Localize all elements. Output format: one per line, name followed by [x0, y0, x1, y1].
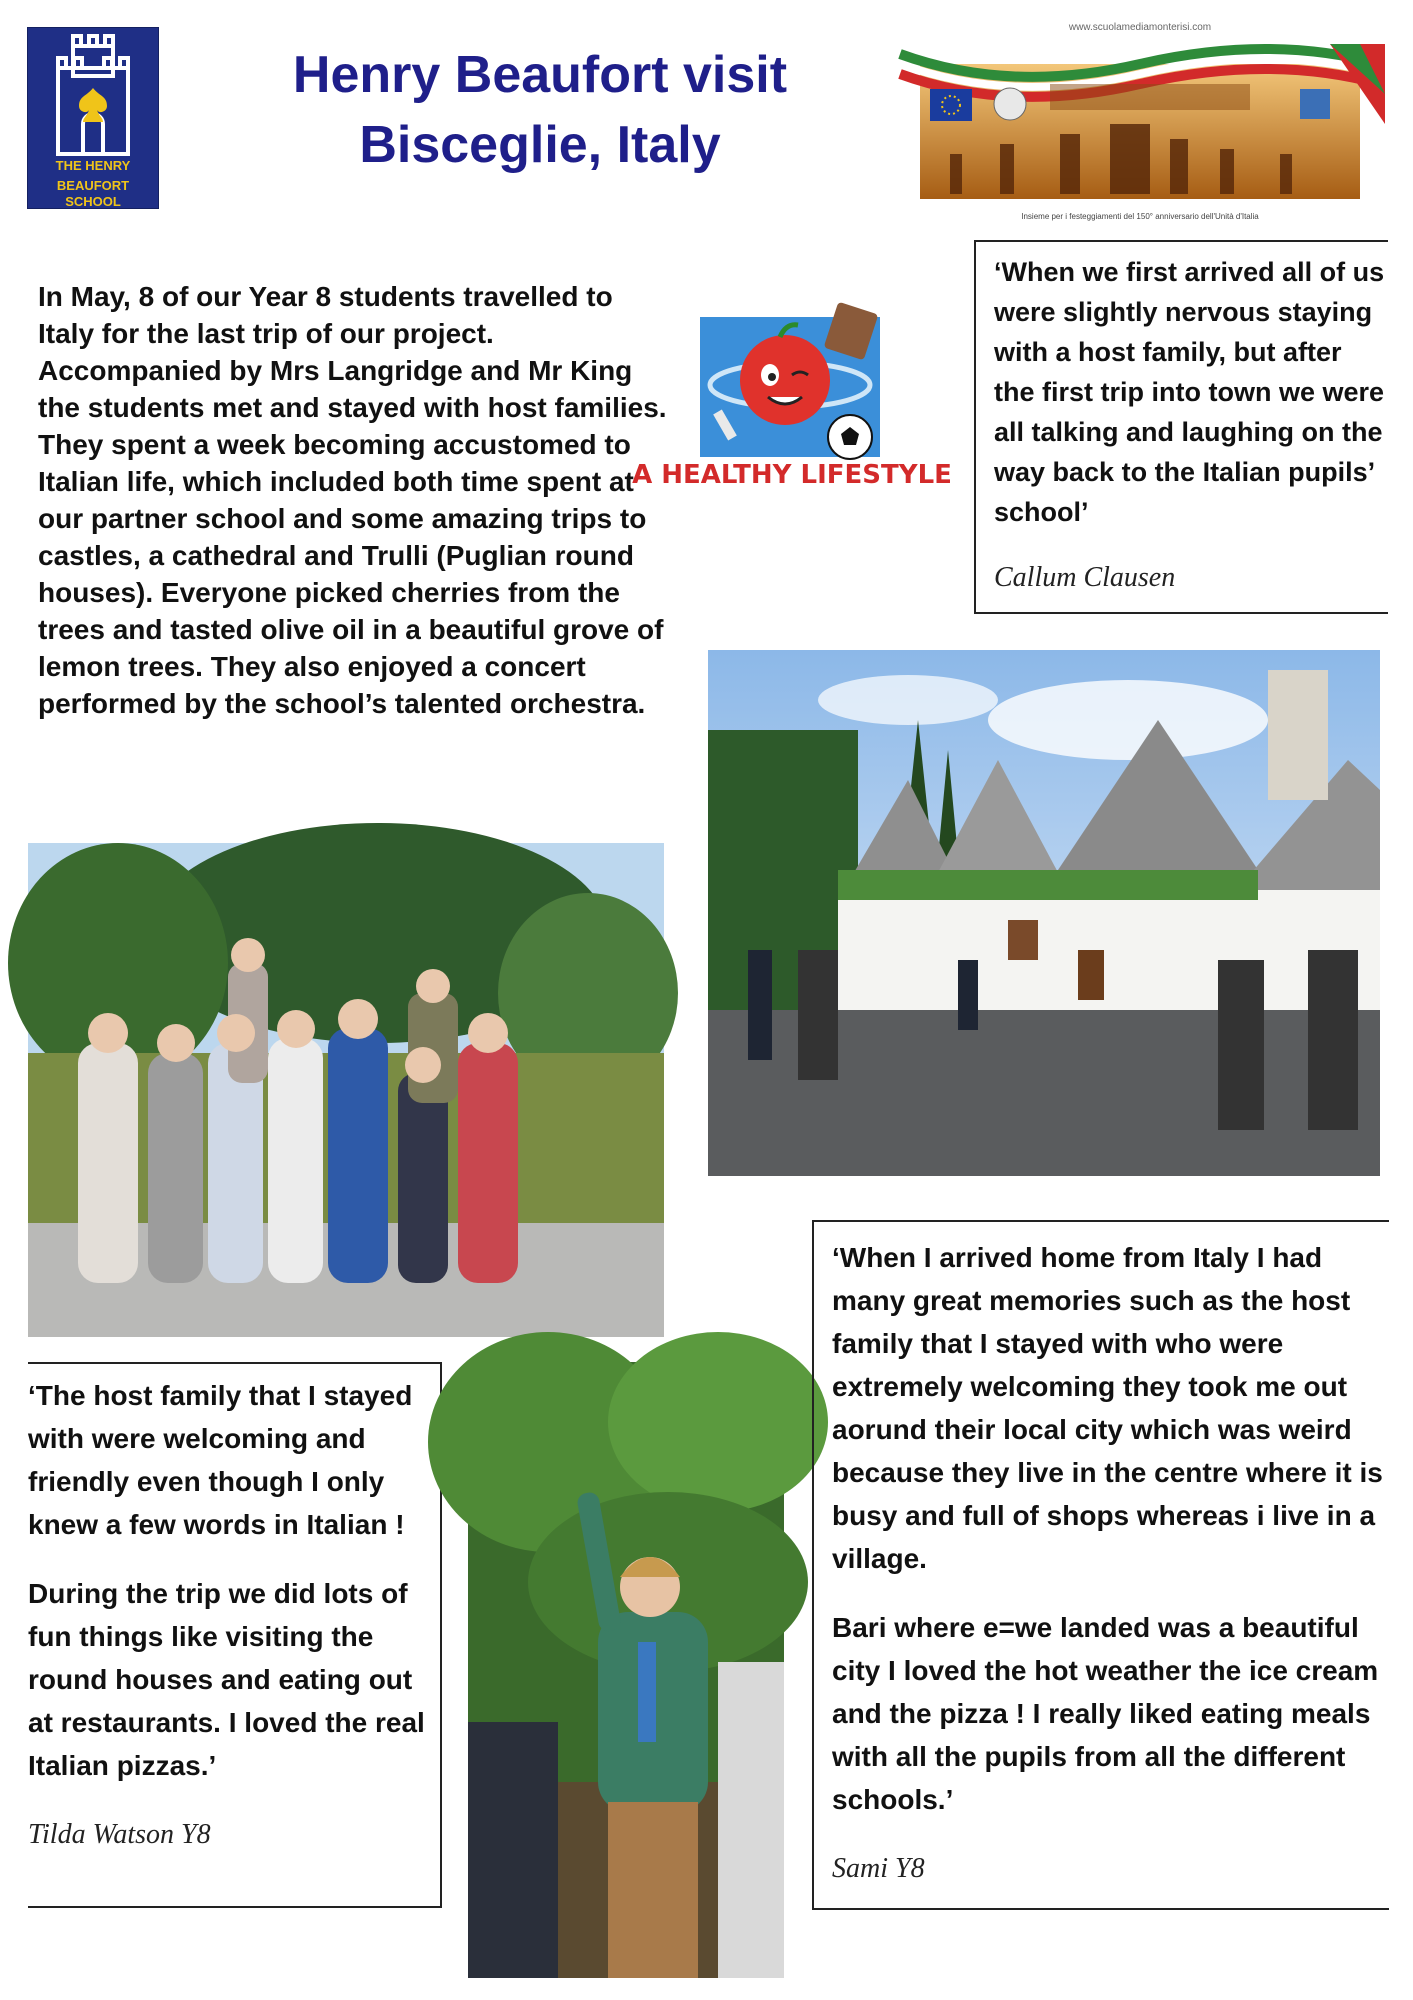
quote-text-sami-2: Bari where e=we landed was a beautiful city I loved the hot weather the ice cream and the pizza ! I really liked eating meals with all the pupils from all the different schools.’ — [832, 1612, 1379, 1815]
photo-cherry-picking — [468, 1362, 784, 1978]
school-crest-logo — [28, 28, 158, 208]
event-banner-image — [890, 22, 1390, 222]
healthy-lifestyle-logo — [632, 305, 952, 490]
banner-url: www.scuolamediamonterisi.com — [1068, 22, 1212, 33]
intro-article — [38, 278, 668, 722]
intro-paragraph: In May, 8 of our Year 8 students travelled to Italy for the last trip of our project. Accompanied by Mrs Langridge and Mr King the students met and stayed with host families. They spent a week becoming accustomed to Italian life, which included both time spent at our partner school and some amazing trips to castles, a cathedral and Trulli (Puglian round houses). Everyone picked cherries from the trees and tasted olive oil in a beautiful grove of lemon trees. They also enjoyed a concert performed by the school’s talented orchestra. — [38, 281, 667, 719]
quote-text-tilda-2: During the trip we did lots of fun things like visiting the round houses and eating out at restaurants. I loved the real Italian pizzas.’ — [28, 1578, 425, 1781]
page-title — [220, 40, 860, 180]
title-line-1: Henry Beaufort visit — [292, 46, 788, 104]
healthy-lifestyle-label: A HEALTHY LIFESTYLE — [632, 460, 952, 490]
quote-author-tilda: Tilda Watson Y8 — [28, 1819, 211, 1850]
quote-author-callum: Callum Clausen — [994, 562, 1176, 593]
banner-caption: Insieme per i festeggiamenti del 150° anniversario dell'Unità d'Italia — [1021, 212, 1259, 221]
crest-text-line1: THE HENRY — [55, 158, 131, 173]
quote-text-tilda-1: ‘The host family that I stayed with were welcoming and friendly even though I only knew a few words in Italian ! — [28, 1380, 413, 1540]
quote-author-sami: Sami Y8 — [832, 1853, 925, 1884]
quote-box-tilda — [28, 1362, 442, 1908]
quote-box-sami — [812, 1220, 1389, 1910]
quote-text-callum: ‘When we first arrived all of us were slightly nervous staying with a host family, but after the first trip into town we were all talking and laughing on the way back to the Italian pupils’ school’ — [994, 257, 1385, 527]
title-line-2: Bisceglie, Italy — [359, 116, 721, 174]
apple-mascot-icon — [632, 305, 952, 490]
quote-text-sami-1: ‘When I arrived home from Italy I had many great memories such as the host family that I stayed with who were extremely welcoming they took me out aorund their local city which was weird because they live in the centre where it is busy and full of shops whereas i live in a village. — [832, 1242, 1383, 1574]
castle-icon — [28, 28, 158, 168]
photo-student-group — [28, 843, 664, 1337]
quote-box-callum — [974, 240, 1388, 614]
banner-illustration — [890, 34, 1390, 224]
crest-text-line2: BEAUFORT SCHOOL — [56, 178, 130, 209]
photo-trulli-street — [708, 650, 1380, 1176]
